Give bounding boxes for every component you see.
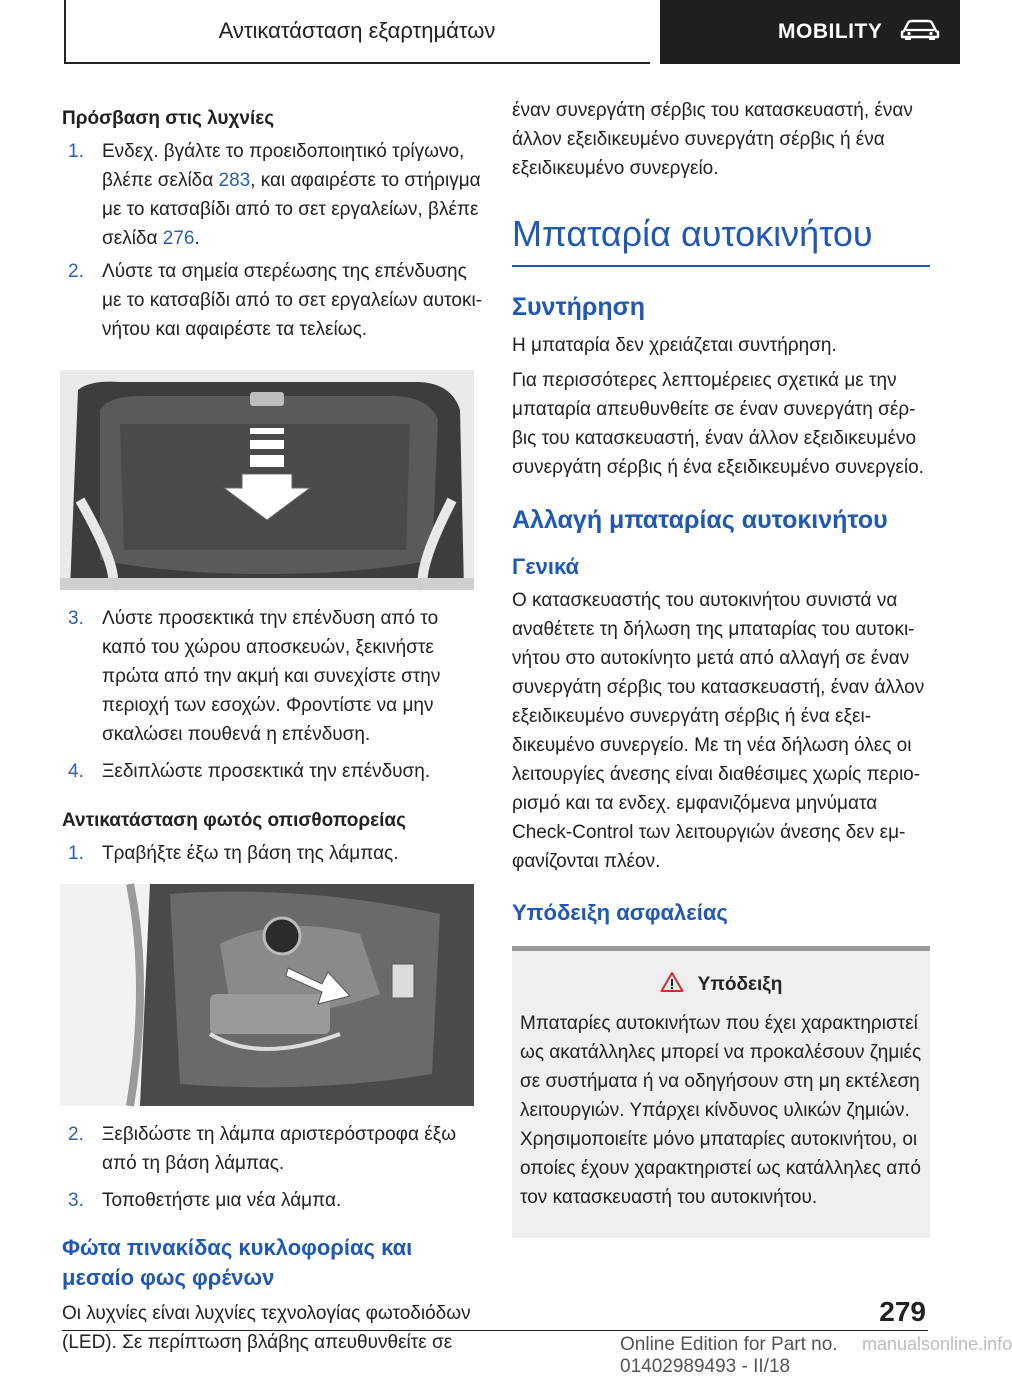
list-item: [62, 757, 482, 786]
header-divider-bottom: [64, 62, 650, 64]
page-link[interactable]: 283: [218, 170, 251, 191]
step-number: 4.: [68, 761, 84, 782]
step-number: 2.: [68, 261, 84, 282]
footer-edition: Online Edition for Part no. 01402989493 - II/18: [620, 1334, 838, 1377]
general-heading: Γενικά: [512, 554, 580, 579]
header-section-label: MOBILITY: [778, 20, 883, 43]
plate-light-text: Οι λυχνίες είναι λυχνίες τεχνολογίας φωτοδιόδων (LED). Σε περίπτωση βλάβης απευθυνθείτε σε: [62, 1303, 471, 1353]
note-header: [520, 971, 922, 999]
right-column: [512, 96, 930, 1238]
step-number: 3.: [68, 1190, 84, 1211]
step-text: .: [194, 228, 200, 249]
left-column: [62, 96, 482, 1357]
reverse-light-heading: Αντικατάσταση φωτός οπισθοπορείας: [62, 810, 406, 831]
step-number: 3.: [68, 608, 84, 629]
maintenance-text-2: Για περισσότερες λεπτομέρειες σχετικά με την μπαταρία απευθυνθείτε σε έναν συνεργάτη σέρβις του κατασκευαστή, έναν άλλον εξειδικευμένο συνεργάτη σέρβις ή ένα εξειδικευμένο συνεργείο.: [512, 370, 924, 478]
safety-heading: Υπόδειξη ασφαλείας: [512, 900, 728, 925]
continued-text: έναν συνεργάτη σέρβις του κατασκευαστή, έναν άλλον εξειδικευμένο συνεργάτη σέρβις ή ένα εξειδικευμένο συνεργείο.: [512, 100, 913, 179]
list-item: [62, 604, 482, 749]
step-text: Τοποθετήστε μια νέα λάμπα.: [102, 1190, 342, 1211]
list-item: [62, 257, 482, 344]
step-text: Τραβήξτε έξω τη βάση της λάμπας.: [102, 843, 399, 864]
step-text: Λύστε προσεκτικά την επένδυση από το καπό του χώρου αποσκευών, ξεκινήστε πρώτα από την ακμή και συνεχίστε στην περιοχή των εσοχών. Φροντίστε να μην σκαλώσει πουθενά η επένδυση.: [102, 608, 441, 745]
list-item: [62, 1186, 482, 1215]
safety-note: [512, 951, 930, 1238]
battery-change-heading: Αλλαγή μπαταρίας αυτοκινήτου: [512, 506, 888, 534]
maintenance-text-1: Η μπαταρία δεν χρειάζεται συντήρηση.: [512, 335, 837, 356]
list-item: [62, 839, 482, 868]
car-icon: [900, 17, 940, 47]
note-title: Υπόδειξη: [697, 974, 783, 995]
step-text: Ξεδιπλώστε προσεκτικά την επένδυση.: [102, 761, 431, 782]
lamp-socket-figure: [60, 884, 474, 1106]
warning-triangle-icon: [660, 971, 698, 999]
plate-light-heading: Φώτα πινακίδας κυκλοφορίας και μεσαίο φως φρένων: [62, 1235, 413, 1290]
header-section-tab: [660, 0, 960, 64]
list-item: [62, 1120, 482, 1178]
battery-heading: Μπαταρία αυτοκινήτου: [512, 213, 873, 254]
step-text: Λύστε τα σημεία στερέωσης της επένδυσης με το κατσαβίδι από το σετ εργαλείων αυτοκινήτου και αφαιρέστε τα τελείως.: [102, 261, 483, 340]
list-item: [62, 137, 482, 253]
general-text: Ο κατασκευαστής του αυτοκινήτου συνιστά να αναθέτετε τη δήλωση της μπαταρίας του αυτοκινήτου στο αυτοκίνητο μετά από αλλαγή σε έναν συνεργάτη σέρβις του κατασκευαστή, έναν άλλον εξειδικευμένο συνεργάτη σέρβις ή ένα εξειδικευμένο συνεργείο. Με τη νέα δήλωση όλες οι λειτουργίες άνεσης είναι διαθέσιμες χωρίς περιορισμό και τα ενδεχ. εμφανιζόμενα μηνύματα Check-Control των λειτουργιών άνεσης δεν εμφανίζονται πλέον.: [512, 590, 925, 872]
note-text: Μπαταρίες αυτοκινήτων που έχει χαρακτηριστεί ως ακατάλληλες μπορεί να προκαλέσουν ζημιές σε συστήματα ή να οδηγήσουν στη μη εκτέλεση λειτουργιών. Υπάρχει κίνδυνος υλικών ζημιών. Χρησιμοποιείτε μόνο μπαταρίες αυτοκινήτου, οι οποίες έχουν χαρακτηριστεί ως κατάλληλες από τον κατασκευαστή του αυτοκινήτου.: [520, 1013, 922, 1208]
step-number: 1.: [68, 141, 84, 162]
page-number: 279: [879, 1296, 926, 1327]
step-number: 1.: [68, 843, 84, 864]
header-title: Αντικατάσταση εξαρτημάτων: [218, 18, 496, 43]
page-link[interactable]: 276: [162, 228, 195, 249]
step-text: , και αφαιρέστε το στήριγμα με το κατσαβίδι από το σετ εργαλείων, βλέπε σελίδα: [102, 170, 481, 249]
step-text: Ενδεχ. βγάλτε το προειδοποιητικό τρίγωνο, βλέπε σελίδα: [102, 141, 465, 191]
trunk-lining-figure: [60, 370, 474, 590]
maintenance-heading: Συντήρηση: [512, 293, 645, 321]
step-number: 2.: [68, 1124, 84, 1145]
footer-watermark: manualsonline.info: [862, 1334, 1012, 1354]
access-heading: Πρόσβαση στις λυχνίες: [62, 108, 275, 129]
footer-rule: [62, 1330, 928, 1331]
step-text: Ξεβιδώστε τη λάμπα αριστερόστροφα έξω από τη βάση λάμπας.: [102, 1124, 457, 1174]
heading-rule: [512, 265, 930, 267]
